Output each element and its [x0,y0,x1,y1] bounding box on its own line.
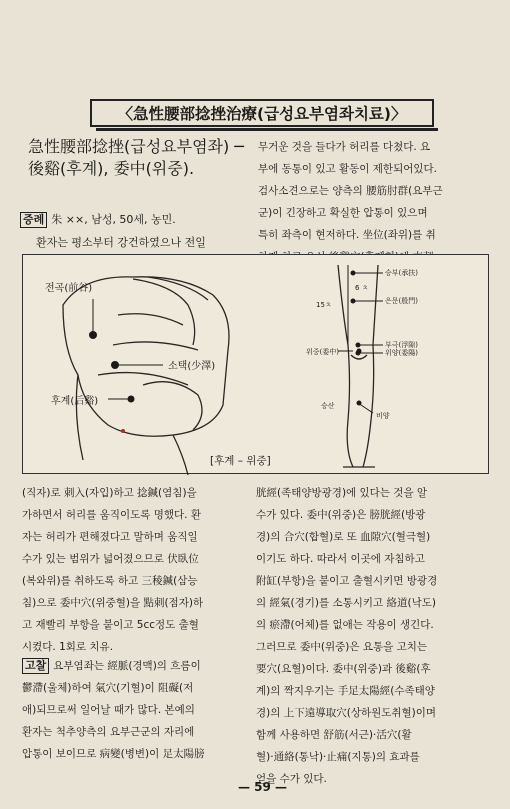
text-line: 고 재빨리 부항을 붙이고 5cc정도 출혈 [22,619,199,631]
text-line: 무거운 것을 들다가 허리를 다쳤다. 요 [258,141,431,153]
text-line: (복와위)를 취하도록 하고 三稜鍼(삼능 [22,575,198,587]
text-line: 가하면서 허리를 움직이도록 명했다. 환 [22,509,201,521]
text-line: 함께 사용하면 舒筋(서근)·活穴(활 [256,729,412,741]
case-intro: 환자는 평소부터 강건하였으나 전일 [36,236,206,249]
text-line: 경)의 上下遠導取穴(상하원도취혈)이며 [256,707,437,719]
page-number: — 59 — [238,780,288,794]
text-line: 鬱滯(울체)하여 氣穴(기혈)이 阻礙(저 [22,682,194,694]
label-seungsan: 승산 [321,402,335,410]
label-fifteen-chon: 15ㅊ [316,301,332,309]
text-line: 그러므로 委中(위중)은 요통을 고치는 [256,641,428,653]
text-line: 침)으로 委中穴(위중혈)을 點刺(점자)하 [22,597,204,609]
acupoint-illustration [23,255,490,475]
label-biyang: 비양 [376,412,390,420]
label-seungbu: 승부(承扶) [385,269,418,277]
label-hugye: 후계(后谿) [51,396,99,407]
text-line: 특히 좌측이 현저하다. 坐位(좌위)를 취 [258,229,436,241]
text-line: 시켰다. 1회로 치유. [22,641,114,653]
label-six-chon: 6 ㅊ [355,284,369,292]
text-line: 혈)·通絡(통낙)·止痛(지통)의 효과를 [256,751,420,763]
label-sotaek: 소택(少澤) [168,361,216,372]
text-line: 자는 허리가 편해졌다고 말하며 움직일 [22,531,198,543]
text-line: 얻을 수가 있다. [256,773,327,785]
fist-illustration [63,277,229,475]
right-column-top [258,136,443,268]
section-title-text: 〈急性腰部捻挫治療(급성요부염좌치료)〉 [117,105,407,123]
text-line: 애)되므로써 일어날 때가 많다. 본예의 [22,704,195,716]
text-line: 환자는 척추양측의 요부근군의 자리에 [22,726,195,738]
condition-heading: 急性腰部捻挫(급성요부염좌) ─ 後谿(후계), 委中(위중). [28,137,244,178]
discussion-tag: 고찰 [22,658,49,674]
discussion-first-line: 요부염좌는 經脈(경맥)의 흐름이 [53,660,201,672]
red-mark [121,429,125,433]
leg-illustration [338,265,378,467]
section-title [90,99,434,127]
case-meta [20,211,176,228]
discussion-section [22,655,205,765]
label-bugeuk: 부극(浮隙) [385,341,418,349]
text-line: 要穴(요혈)이다. 委中(위중)과 後谿(후 [256,663,431,675]
text-line: 이기도 하다. 따라서 이곳에 자침하고 [256,553,425,565]
text-line [22,655,205,677]
figure-caption: [후계 – 위중] [210,455,271,467]
text-line: 附缸(부항)을 붙이고 출혈시키면 방광경 [256,575,438,587]
label-jeongok: 전곡(前谷) [45,283,93,294]
label-eunmun: 은문(殷門) [385,297,418,305]
text-line: 수가 있다. 委中(위중)은 膀胱經(방광 [256,509,426,521]
text-line: 의 經氣(경기)를 소통시키고 絡道(낙도) [256,597,436,609]
acupoint-figure [22,254,489,474]
text-line: 부에 동통이 있고 활동이 제한되어있다. [258,163,437,175]
text-line: 계)의 짝지우기는 手足太陽經(수족태양 [256,685,435,697]
text-line: 胱經(족태양방광경)에 있다는 것을 알 [256,487,428,499]
label-wijung: 위중(委中) [306,348,339,356]
text-line: 의 瘀滯(어체)를 없애는 작용이 생긴다. [256,619,434,631]
text-line: 압통이 보이므로 病變(병변)이 足太陽膀 [22,748,205,760]
text-line: (직자)로 刺入(자입)하고 捻鍼(염침)을 [22,487,197,499]
left-column-bottom [22,482,203,658]
text-line: 경)의 合穴(합혈)로 또 血隙穴(혈극혈) [256,531,431,543]
text-line: 군)이 긴장하고 확실한 압통이 있으며 [258,207,428,219]
label-wiyang: 위양(委陽) [385,349,418,357]
text-line: 수가 있는 범위가 넓어졌으므로 伏臥位 [22,553,199,565]
text-line: 검사소견으로는 양측의 腰筋肘群(요부근 [258,185,443,197]
right-column-bottom [256,482,437,790]
case-meta-text: 朱 ××, 남성, 50세, 농민. [51,213,176,226]
case-tag: 증례 [20,212,47,228]
